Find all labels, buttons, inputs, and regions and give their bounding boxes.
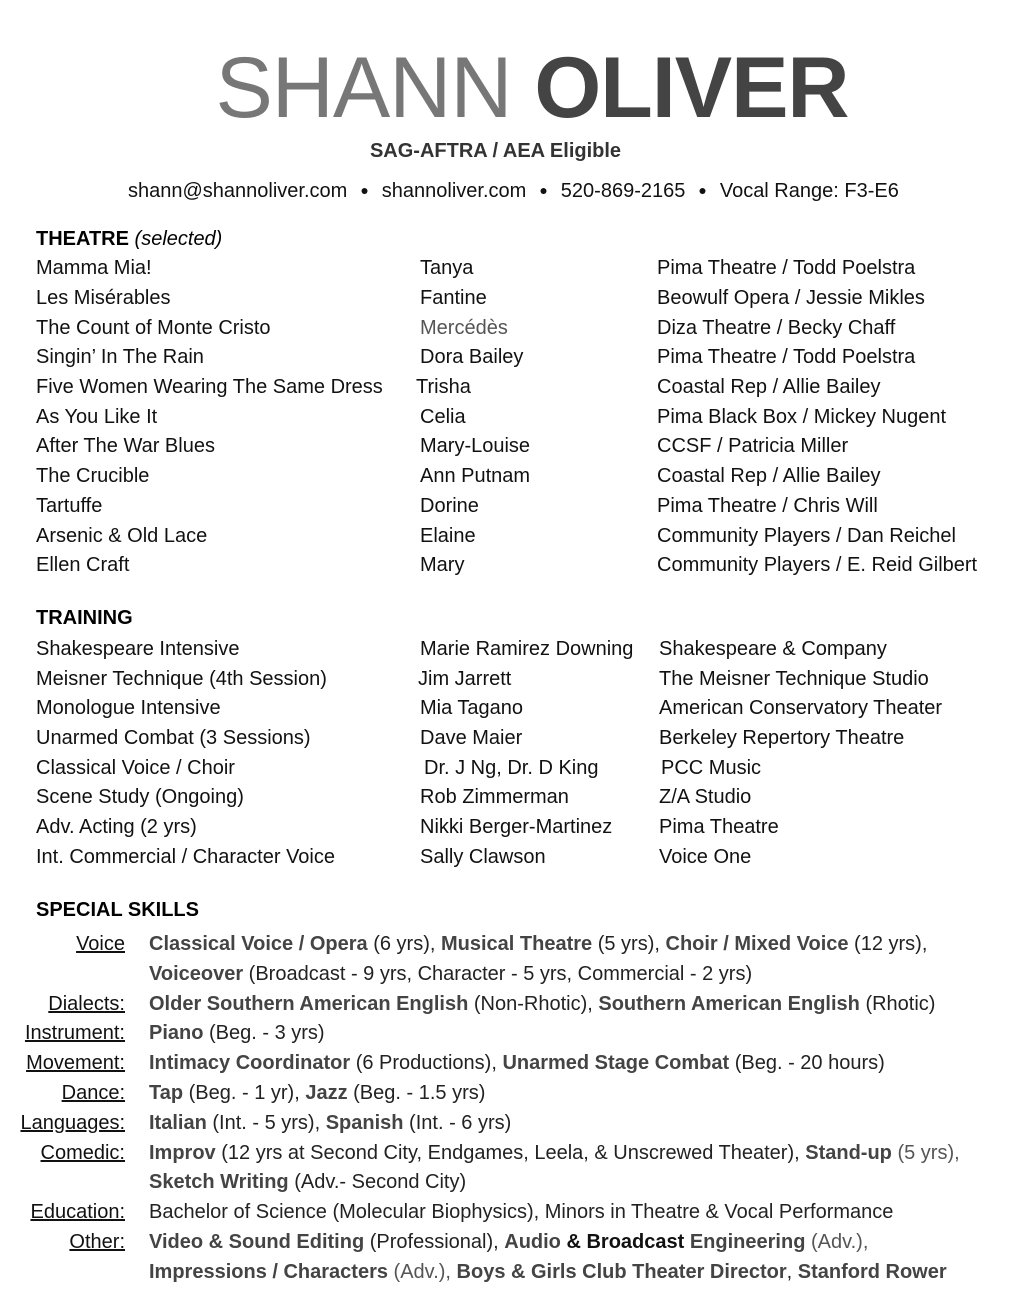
theatre-heading <box>36 226 222 252</box>
company-director: Beowulf Opera / Jessie Mikles <box>657 287 925 309</box>
teacher: Marie Ramirez Downing <box>420 638 634 660</box>
course: Classical Voice / Choir <box>36 757 235 779</box>
training-heading: TRAINING <box>36 607 133 629</box>
bullet-separator: ● <box>360 182 369 198</box>
company-director: Pima Theatre / Chris Will <box>657 495 878 517</box>
skill-comedic-line-1: Improv (12 yrs at Second City, Endgames, Leela, & Unscrewed Theater), Stand-up (5 yrs), <box>149 1141 960 1164</box>
theatre-title: THEATRE <box>36 228 129 250</box>
teacher: Mia Tagano <box>420 697 524 719</box>
skill-voice-line-1: Classical Voice / Opera (6 yrs), Musical Theatre (5 yrs), Choir / Mixed Voice (12 yrs), <box>149 933 928 955</box>
skill-languages <box>0 1109 1024 1139</box>
training-row <box>0 753 1024 783</box>
school: Z/A Studio <box>659 786 752 808</box>
special-skills-list <box>0 930 1024 1288</box>
skill-label-dialects: Dialects: <box>48 992 125 1015</box>
role: Elaine <box>420 525 476 547</box>
email-link[interactable]: shann@shannoliver.com <box>128 180 348 202</box>
training-row <box>0 634 1024 664</box>
skill-education-text: Bachelor of Science (Molecular Biophysics), Minors in Theatre & Vocal Performance <box>149 1201 894 1224</box>
training-row <box>0 693 1024 723</box>
show-title: Arsenic & Old Lace <box>36 525 208 547</box>
course: Scene Study (Ongoing) <box>36 786 244 808</box>
theatre-row <box>0 342 1024 372</box>
skill-label-movement: Movement: <box>26 1052 125 1075</box>
skill-dance-text: Tap (Beg. - 1 yr), Jazz (Beg. - 1.5 yrs) <box>149 1081 486 1104</box>
show-title: After The War Blues <box>36 435 215 457</box>
company-director: Pima Black Box / Mickey Nugent <box>657 406 946 428</box>
skill-languages-text: Italian (Int. - 5 yrs), Spanish (Int. - 6 yrs) <box>149 1111 512 1134</box>
show-title: Les Misérables <box>36 287 171 309</box>
school: Voice One <box>659 846 752 868</box>
show-title: As You Like It <box>36 406 158 428</box>
theatre-row <box>0 253 1024 283</box>
theatre-row <box>0 550 1024 580</box>
role: Dorine <box>420 495 479 517</box>
skill-voice-line-2: Voiceover (Broadcast - 9 yrs, Character - 5 yrs, Commercial - 2 yrs) <box>149 962 753 985</box>
skill-education <box>0 1198 1024 1228</box>
theatre-row <box>0 431 1024 461</box>
school: American Conservatory Theater <box>659 697 943 719</box>
skill-label-comedic: Comedic: <box>40 1141 125 1164</box>
skill-dialects <box>0 990 1024 1020</box>
skill-voice <box>0 930 1024 990</box>
company-director: Coastal Rep / Allie Bailey <box>657 465 881 487</box>
teacher: Sally Clawson <box>420 846 546 868</box>
vocal-range: Vocal Range: F3-E6 <box>719 180 899 202</box>
role: Tanya <box>420 257 474 279</box>
school: Pima Theatre <box>659 816 779 838</box>
theatre-row <box>0 372 1024 402</box>
company-director: Pima Theatre / Todd Poelstra <box>657 257 916 279</box>
company-director: Coastal Rep / Allie Bailey <box>657 376 881 398</box>
teacher: Dr. J Ng, Dr. D King <box>424 757 599 779</box>
theatre-row <box>0 313 1024 343</box>
show-title: The Crucible <box>36 465 150 487</box>
company-director: Diza Theatre / Becky Chaff <box>657 317 896 339</box>
skill-movement <box>0 1049 1024 1079</box>
company-director: Community Players / E. Reid Gilbert <box>657 554 978 576</box>
skill-label-education: Education: <box>30 1201 125 1224</box>
skill-other <box>0 1228 1024 1288</box>
theatre-row <box>0 283 1024 313</box>
teacher: Jim Jarrett <box>418 668 512 690</box>
course: Meisner Technique (4th Session) <box>36 668 327 690</box>
company-director: Community Players / Dan Reichel <box>657 525 956 547</box>
skill-movement-text: Intimacy Coordinator (6 Productions), Unarmed Stage Combat (Beg. - 20 hours) <box>149 1052 885 1075</box>
skill-dance <box>0 1079 1024 1109</box>
company-director: CCSF / Patricia Miller <box>657 435 849 457</box>
theatre-row <box>0 521 1024 551</box>
role: Mary <box>420 554 465 576</box>
role: Mercédès <box>420 317 508 339</box>
skill-label-instrument: Instrument: <box>24 1022 125 1045</box>
school: Berkeley Repertory Theatre <box>659 727 905 749</box>
skill-comedic <box>0 1139 1024 1199</box>
teacher: Nikki Berger-Martinez <box>420 816 613 838</box>
theatre-subtitle: (selected) <box>134 228 223 250</box>
theatre-row <box>0 402 1024 432</box>
skill-label-other: Other: <box>69 1230 125 1253</box>
website-link[interactable]: shannoliver.com <box>381 180 527 202</box>
school: The Meisner Technique Studio <box>659 668 929 690</box>
company-director: Pima Theatre / Todd Poelstra <box>657 346 916 368</box>
resume-name <box>0 38 1024 138</box>
skill-instrument-text: Piano (Beg. - 3 yrs) <box>149 1022 325 1045</box>
skill-label-languages: Languages: <box>20 1111 125 1134</box>
course: Monologue Intensive <box>36 697 221 719</box>
role: Ann Putnam <box>420 465 531 487</box>
contact-line <box>128 178 968 205</box>
special-skills-heading: SPECIAL SKILLS <box>36 899 199 921</box>
course: Adv. Acting (2 yrs) <box>36 816 197 838</box>
theatre-row <box>0 491 1024 521</box>
teacher: Rob Zimmerman <box>420 786 569 808</box>
bullet-separator: ● <box>698 182 707 198</box>
show-title: Five Women Wearing The Same Dress <box>36 376 383 398</box>
show-title: The Count of Monte Cristo <box>36 317 271 339</box>
last-name: OLIVER <box>534 40 849 136</box>
show-title: Singin’ In The Rain <box>36 346 204 368</box>
course: Shakespeare Intensive <box>36 638 240 660</box>
bullet-separator: ● <box>539 182 548 198</box>
phone-number: 520-869-2165 <box>560 180 686 202</box>
role: Fantine <box>420 287 487 309</box>
role: Celia <box>420 406 466 428</box>
skill-label-voice: Voice <box>76 933 125 955</box>
skill-other-line-1: Video & Sound Editing (Professional), Audio & Broadcast Engineering (Adv.), <box>149 1230 869 1253</box>
training-row <box>0 664 1024 694</box>
course: Int. Commercial / Character Voice <box>36 846 335 868</box>
role: Dora Bailey <box>420 346 524 368</box>
skill-other-line-2: Impressions / Characters (Adv.), Boys & Girls Club Theater Director, Stanford Rower <box>149 1260 947 1283</box>
teacher: Dave Maier <box>420 727 523 749</box>
school: PCC Music <box>661 757 762 779</box>
union-status: SAG-AFTRA / AEA Eligible <box>369 140 622 162</box>
training-row <box>0 842 1024 872</box>
skill-comedic-line-2: Sketch Writing (Adv.- Second City) <box>149 1171 467 1194</box>
show-title: Tartuffe <box>36 495 103 517</box>
show-title: Ellen Craft <box>36 554 130 576</box>
course: Unarmed Combat (3 Sessions) <box>36 727 311 749</box>
skill-dialects-text: Older Southern American English (Non-Rhotic), Southern American English (Rhotic) <box>149 992 936 1015</box>
role: Trisha <box>416 376 471 398</box>
training-row <box>0 782 1024 812</box>
role: Mary-Louise <box>420 435 531 457</box>
training-row <box>0 812 1024 842</box>
show-title: Mamma Mia! <box>36 257 152 279</box>
school: Shakespeare & Company <box>659 638 887 660</box>
skill-instrument <box>0 1019 1024 1049</box>
first-name: SHANN <box>215 40 512 136</box>
skill-label-dance: Dance: <box>61 1081 125 1104</box>
training-row <box>0 723 1024 753</box>
theatre-row <box>0 461 1024 491</box>
